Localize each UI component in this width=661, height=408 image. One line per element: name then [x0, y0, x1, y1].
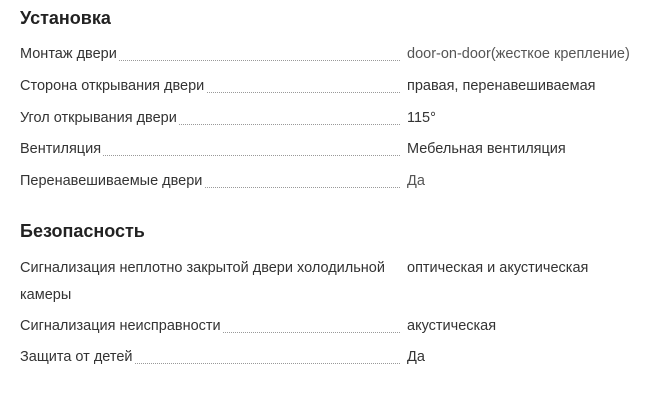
- spec-value: правая, перенавешиваемая: [407, 78, 596, 94]
- spec-value: оптическая и акустическая: [407, 260, 589, 276]
- spec-label: Монтаж двери: [20, 46, 117, 62]
- spec-value: Мебельная вентиляция: [407, 141, 566, 157]
- section-title-installation: Установка: [20, 8, 111, 28]
- spec-label: Защита от детей: [20, 349, 133, 365]
- spec-value: 115°: [407, 110, 436, 126]
- spec-label: Сторона открывания двери: [20, 78, 205, 94]
- spec-value: Да: [407, 349, 425, 365]
- spec-label: Угол открывания двери: [20, 110, 177, 126]
- section-title-safety: Безопасность: [20, 221, 145, 241]
- spec-label: Сигнализация неисправности: [20, 318, 221, 334]
- spec-label: Перенавешиваемые двери: [20, 173, 203, 189]
- spec-label: Сигнализация неплотно закрытой двери холодильной камеры: [20, 260, 385, 303]
- spec-label: Вентиляция: [20, 141, 102, 157]
- spec-value: Да: [407, 173, 425, 189]
- spec-value: акустическая: [407, 318, 497, 334]
- spec-value: door-on-door(жесткое крепление): [407, 46, 630, 62]
